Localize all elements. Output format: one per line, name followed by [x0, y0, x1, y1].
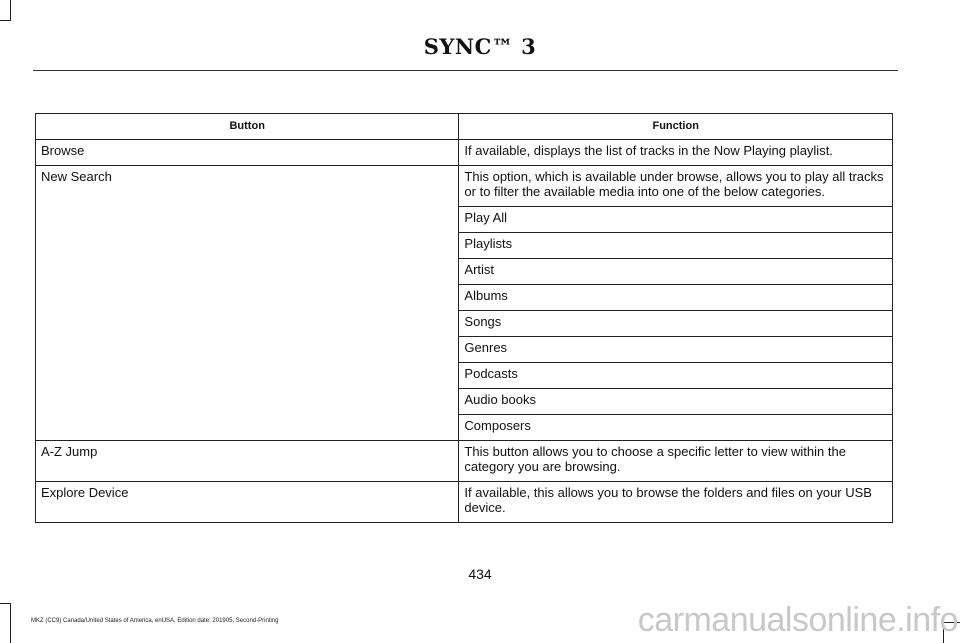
- button-cell-empty: [36, 285, 459, 311]
- crop-mark-top-left-horizontal: [0, 20, 11, 21]
- button-cell: New Search: [36, 166, 459, 207]
- table-row: [36, 415, 893, 441]
- function-cell: Play All: [459, 207, 893, 233]
- button-cell: Browse: [36, 140, 459, 166]
- button-cell-empty: [36, 415, 459, 441]
- function-cell: If available, displays the list of tracks in the Now Playing playlist.: [459, 140, 893, 166]
- function-cell: Podcasts: [459, 363, 893, 389]
- edition-footer: MKZ (CC9) Canada/United States of America, enUSA, Edition date: 201905, Second-Printing: [31, 618, 279, 624]
- function-cell: Playlists: [459, 233, 893, 259]
- table-row: [36, 259, 893, 285]
- function-cell: Songs: [459, 311, 893, 337]
- table-row: [36, 482, 893, 523]
- crop-mark-bottom-left-horizontal: [0, 603, 11, 604]
- button-cell-empty: [36, 259, 459, 285]
- watermark: carmanualsonline.info: [637, 601, 958, 639]
- table-row: [36, 285, 893, 311]
- button-cell-empty: [36, 363, 459, 389]
- button-cell-empty: [36, 311, 459, 337]
- function-cell: Audio books: [459, 389, 893, 415]
- table-row: [36, 166, 893, 207]
- page-title: SYNC™ 3: [423, 34, 537, 59]
- column-header-function: Function: [459, 114, 893, 140]
- crop-mark-bottom-left-vertical: [10, 603, 11, 643]
- table-row: [36, 441, 893, 482]
- button-cell-empty: [36, 233, 459, 259]
- button-cell: Explore Device: [36, 482, 459, 523]
- header-divider: [33, 70, 898, 71]
- button-cell-empty: [36, 207, 459, 233]
- button-cell: A-Z Jump: [36, 441, 459, 482]
- button-cell-empty: [36, 337, 459, 363]
- function-cell: This button allows you to choose a specific letter to view within the category you are browsing.: [459, 441, 893, 482]
- table-row: [36, 311, 893, 337]
- table-row: [36, 207, 893, 233]
- function-cell: If available, this allows you to browse the folders and files on your USB device.: [459, 482, 893, 523]
- button-cell-empty: [36, 389, 459, 415]
- button-function-table: [35, 113, 893, 523]
- function-cell: This option, which is available under browse, allows you to play all tracks or to filter the available media into one of the below categories.: [459, 166, 893, 207]
- column-header-button: Button: [36, 114, 459, 140]
- page-number: 434: [468, 566, 492, 582]
- table-row: [36, 233, 893, 259]
- function-cell: Artist: [459, 259, 893, 285]
- function-cell: Genres: [459, 337, 893, 363]
- table-row: [36, 337, 893, 363]
- table-row: [36, 140, 893, 166]
- crop-mark-top-left-vertical: [10, 0, 11, 20]
- function-cell: Composers: [459, 415, 893, 441]
- table-header-row: [36, 114, 893, 140]
- function-cell: Albums: [459, 285, 893, 311]
- table-row: [36, 389, 893, 415]
- table-row: [36, 363, 893, 389]
